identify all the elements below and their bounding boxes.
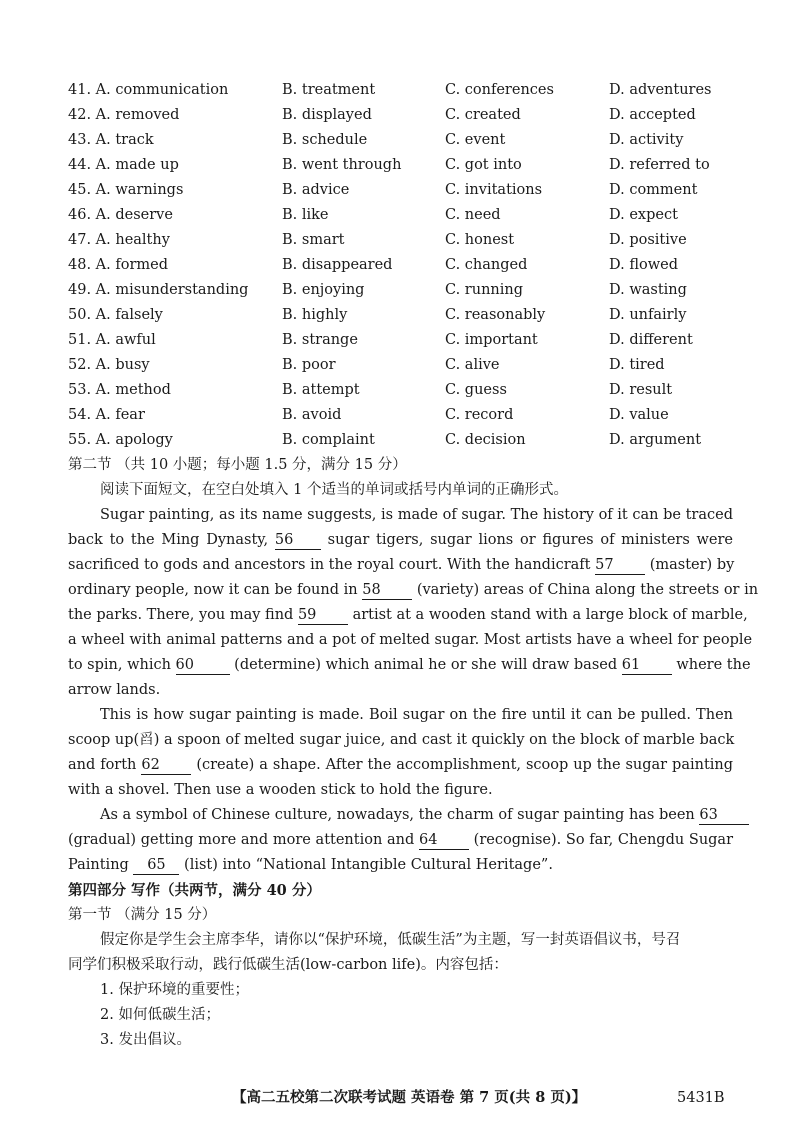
option-b: B. like [282,207,329,223]
blank-62: 62 [141,756,191,775]
passage-text: and forth [68,757,137,773]
passage-line [68,828,733,853]
option-c: C. changed [445,257,528,273]
option-a: 46. A. deserve [68,207,173,223]
option-a: 43. A. track [68,132,154,148]
option-b: B. complaint [282,432,375,448]
passage-text: As a symbol of Chinese culture, nowadays, the charm of sugar painting has been [100,807,695,823]
option-c: C. conferences [445,82,554,98]
option-b: B. poor [282,357,336,373]
writing-item-2: 2. 如何低碳生活； [100,1007,220,1023]
part4-section1-heading: 第一节 （满分 15 分） [68,907,217,923]
writing-prompt-line: 假定你是学生会主席李华，请你以“保护环境，低碳生活”为主题，写一封英语倡议书，号召 [100,932,681,948]
blank-64: 64 [419,831,469,850]
option-a: 54. A. fear [68,407,145,423]
passage-text: (variety) areas of China along the streets or in [416,582,759,598]
option-b: B. enjoying [282,282,365,298]
option-d: D. expect [609,207,678,223]
option-c: C. reasonably [445,307,546,323]
option-a: 51. A. awful [68,332,156,348]
option-d: D. argument [609,432,702,448]
passage-text: where the [676,657,751,673]
option-b: B. highly [282,307,348,323]
option-a: 53. A. method [68,382,171,398]
option-d: D. comment [609,182,698,198]
option-a: 44. A. made up [68,157,179,173]
passage-text: to spin, which [68,657,171,673]
blank-61: 61 [622,656,672,675]
option-a: 42. A. removed [68,107,180,123]
passage-line [68,528,733,553]
option-b: B. disappeared [282,257,393,273]
option-c: C. created [445,107,521,123]
passage-line [68,553,733,578]
passage-line [68,603,748,628]
blank-60: 60 [176,656,230,675]
section2-heading: 第二节 （共 10 小题；每小题 1.5 分，满分 15 分） [68,457,407,473]
option-d: D. different [609,332,693,348]
writing-item-1: 1. 保护环境的重要性； [100,982,249,998]
blank-58: 58 [362,581,412,600]
passage-line: a wheel with animal patterns and a pot of melted sugar. Most artists have a wheel for people [68,632,753,648]
option-a: 45. A. warnings [68,182,184,198]
passage-line [68,753,733,778]
option-b: B. schedule [282,132,368,148]
passage-text: artist at a wooden stand with a large block of marble, [352,607,748,623]
option-c: C. invitations [445,182,543,198]
option-b: B. avoid [282,407,342,423]
passage-text: (list) into “National Intangible Cultural Heritage”. [184,857,553,873]
passage-text: back to the Ming Dynasty, [68,532,269,548]
option-c: C. running [445,282,524,298]
option-d: D. wasting [609,282,687,298]
passage-text: (master) by [649,557,735,573]
option-c: C. record [445,407,514,423]
option-b: B. displayed [282,107,372,123]
passage-line: arrow lands. [68,682,161,698]
blank-56: 56 [275,531,321,550]
passage-line: This is how sugar painting is made. Boil sugar on the fire until it can be pulled. Then [100,707,733,723]
option-d: D. unfairly [609,307,687,323]
blank-59: 59 [298,606,348,625]
passage-text: Painting [68,857,129,873]
passage-text: the parks. There, you may find [68,607,294,623]
option-c: C. decision [445,432,526,448]
option-b: B. attempt [282,382,360,398]
option-a: 52. A. busy [68,357,150,373]
blank-57: 57 [595,556,645,575]
option-d: D. flowed [609,257,679,273]
option-a: 55. A. apology [68,432,173,448]
paper-code: 5431B [677,1090,725,1106]
option-c: C. guess [445,382,507,398]
passage-line [68,653,751,678]
option-b: B. treatment [282,82,376,98]
footer-title: 【高二五校第二次联考试题 英语卷 第 7 页(共 8 页)】 [232,1089,587,1106]
passage-text: sugar tigers, sugar lions or figures of ministers were [327,532,734,548]
option-c: C. alive [445,357,500,373]
blank-65: 65 [133,856,179,875]
option-d: D. accepted [609,107,696,123]
option-d: D. adventures [609,82,712,98]
passage-text: ordinary people, now it can be found in [68,582,358,598]
passage-line [68,578,759,603]
passage-line: Sugar painting, as its name suggests, is made of sugar. The history of it can be traced [100,507,733,523]
passage-line [100,803,733,828]
option-d: D. activity [609,132,684,148]
option-a: 41. A. communication [68,82,229,98]
blank-63: 63 [699,806,749,825]
option-a: 50. A. falsely [68,307,163,323]
option-c: C. important [445,332,538,348]
option-b: B. advice [282,182,350,198]
section2-instruction: 阅读下面短文，在空白处填入 1 个适当的单词或括号内单词的正确形式。 [100,482,568,498]
option-d: D. value [609,407,669,423]
option-c: C. got into [445,157,522,173]
passage-text: (create) a shape. After the accomplishment, scoop up the sugar painting [196,757,734,773]
option-d: D. tired [609,357,665,373]
passage-line: with a shovel. Then use a wooden stick to hold the figure. [68,782,493,798]
option-d: D. result [609,382,673,398]
part4-heading: 第四部分 写作（共两节，满分 40 分） [68,882,321,899]
option-d: D. positive [609,232,687,248]
option-a: 47. A. healthy [68,232,170,248]
option-b: B. strange [282,332,358,348]
writing-prompt-line: 同学们积极采取行动，践行低碳生活(low-carbon life)。内容包括： [68,957,508,973]
writing-item-3: 3. 发出倡议。 [100,1032,191,1048]
option-c: C. event [445,132,506,148]
option-c: C. honest [445,232,515,248]
page-footer [0,1085,800,1111]
option-b: B. went through [282,157,402,173]
option-b: B. smart [282,232,345,248]
passage-text: sacrificed to gods and ancestors in the royal court. With the handicraft [68,557,591,573]
option-a: 49. A. misunderstanding [68,282,249,298]
passage-line [68,853,733,878]
passage-text: (determine) which animal he or she will draw based [234,657,618,673]
option-a: 48. A. formed [68,257,168,273]
passage-line: scoop up(舀) a spoon of melted sugar juice, and cast it quickly on the block of marble back [68,732,735,748]
passage-text: (gradual) getting more and more attention and [68,832,415,848]
option-d: D. referred to [609,157,710,173]
option-c: C. need [445,207,501,223]
passage-text: (recognise). So far, Chengdu Sugar [473,832,734,848]
